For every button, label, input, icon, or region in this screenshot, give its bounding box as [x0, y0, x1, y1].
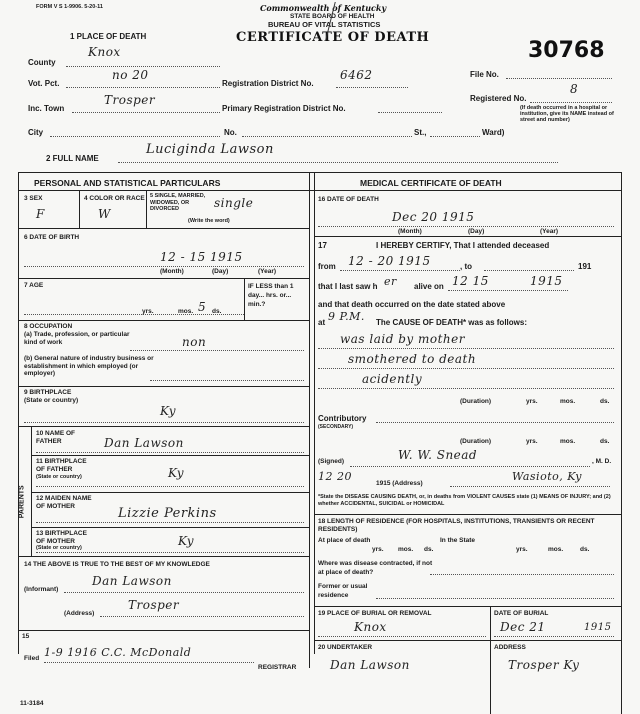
- death-day-label: (Day): [468, 228, 485, 235]
- alive-year-value: 1915: [530, 274, 563, 288]
- less-than-label: IF LESS than 1 day... hrs. or... min.?: [248, 283, 294, 308]
- occurred-label: and that death occurred on the date stated above: [318, 300, 506, 309]
- residence-yrs-2: yrs.: [516, 546, 528, 553]
- form-id: FORM V S 1-9906. 5-20-11: [36, 4, 103, 10]
- mother-birth-value: Ky: [178, 534, 194, 548]
- st-label: St.,: [414, 128, 427, 137]
- death-year-label: (Year): [540, 228, 559, 235]
- hospital-note: (If death occurred in a hospital or institution, give its NAME instead of street and number): [520, 105, 614, 123]
- residence-mos-1: mos.: [398, 546, 414, 553]
- age-yrs-label: yrs.: [142, 308, 154, 315]
- alive-on-label: alive on: [414, 282, 444, 291]
- signed-address-value: Wasioto, Ky: [512, 470, 582, 483]
- birthplace-value: Ky: [160, 404, 176, 418]
- color-value: W: [98, 207, 111, 221]
- vot-pct-label: Vot. Pct.: [28, 79, 60, 88]
- father-value: Dan Lawson: [104, 436, 184, 450]
- county-value: Knox: [88, 45, 121, 59]
- at-value: 9 P.M.: [328, 310, 365, 323]
- informant-value: Dan Lawson: [92, 574, 172, 588]
- father-birth-note: (State or country): [36, 474, 82, 480]
- duration-ds-label-1: ds.: [600, 398, 610, 405]
- last-saw-value: er: [384, 275, 397, 288]
- cause-line-2: smothered to death: [348, 352, 477, 366]
- informant-address-value: Trosper: [128, 598, 180, 612]
- filed-value: 1-9 1916 C.C. McDonald: [44, 646, 192, 659]
- birth-year-label: (Year): [258, 268, 277, 275]
- color-label: 4 COLOR OR RACE: [84, 195, 145, 202]
- full-name-value: Luciginda Lawson: [146, 142, 274, 157]
- registered-no-label: Registered No.: [470, 94, 527, 103]
- certificate-number: 30768: [528, 38, 605, 63]
- residence-mos-2: mos.: [548, 546, 564, 553]
- commonwealth: Commonwealth of Kentucky: [260, 3, 387, 13]
- bureau: BUREAU OF VITAL STATISTICS: [268, 20, 381, 29]
- age-label: 7 AGE: [24, 282, 44, 289]
- in-state-label: In the State: [440, 537, 476, 544]
- marital-value: single: [214, 196, 254, 210]
- ward-label: Ward): [482, 128, 505, 137]
- registered-no-value: 8: [570, 82, 579, 96]
- undertaker-value: Dan Lawson: [330, 658, 410, 672]
- from-label: from: [318, 262, 336, 271]
- registrar-label: REGISTRAR: [258, 664, 297, 671]
- contributory-label: Contributory: [318, 414, 367, 423]
- informant-address-label: (Address): [64, 610, 95, 617]
- registration-district-value: 6462: [340, 68, 373, 82]
- full-name-label: 2 FULL NAME: [46, 154, 99, 163]
- age-days-value: 5: [198, 300, 207, 314]
- duration-yrs-label-2: yrs.: [526, 438, 538, 445]
- residence-label: 18 LENGTH OF RESIDENCE (FOR HOSPITALS, INSTITUTIONS, TRANSIENTS OR RECENT RESIDENTS): [318, 518, 595, 533]
- place-of-death-label: 1 PLACE OF DEATH: [70, 32, 147, 41]
- medical-section-title: MEDICAL CERTIFICATE OF DEATH: [360, 178, 502, 188]
- signed-year-label: 1915 (Address): [376, 480, 423, 487]
- item-17-label: 17: [318, 241, 327, 250]
- date-of-death-value: Dec 20 1915: [392, 210, 475, 224]
- certificate-title: CERTIFICATE OF DEATH: [236, 30, 430, 45]
- certify-label: I HEREBY CERTIFY, That I attended deceased: [376, 241, 550, 250]
- birthplace-note: (State or country): [24, 397, 79, 404]
- signed-value: W. W. Snead: [398, 448, 478, 462]
- occupation-a: (a) Trade, profession, or particular kind of work: [24, 331, 130, 346]
- undertaker-address-value: Trosper Ky: [508, 658, 580, 672]
- father-birth-value: Ky: [168, 466, 184, 480]
- undertaker-label: 20 UNDERTAKER: [318, 644, 373, 651]
- contracted-label: Where was disease contracted, if not at place of death?: [318, 560, 433, 576]
- mother-birth-note: (State or country): [36, 545, 82, 551]
- alive-on-value: 12 15: [452, 274, 489, 288]
- city-label: City: [28, 128, 44, 137]
- board: STATE BOARD OF HEALTH: [290, 13, 375, 20]
- burial-label: 19 PLACE OF BURIAL OR REMOVAL: [318, 610, 432, 617]
- age-ds-label: ds.: [212, 308, 222, 315]
- duration-label-1: (Duration): [460, 398, 492, 405]
- footer-code: 11-3184: [20, 700, 44, 707]
- filed-label: Filed: [24, 655, 40, 662]
- age-mos-label: mos.: [178, 308, 194, 315]
- last-saw-label: that I last saw h: [318, 282, 378, 291]
- occupation-b: (b) General nature of industry business or establishment in which employed (or employer): [24, 355, 154, 377]
- item-15-label: 15: [22, 633, 30, 640]
- marital-label: 5 SINGLE, MARRIED, WIDOWED, OR DIVORCED: [150, 193, 206, 212]
- signed-date-value: 12 20: [318, 470, 352, 483]
- file-no-label: File No.: [470, 70, 499, 79]
- inc-town-value: Trosper: [104, 93, 156, 107]
- burial-value: Knox: [354, 620, 387, 634]
- mother-label: 12 MAIDEN NAME OF MOTHER: [36, 495, 92, 510]
- informant-label: (Informant): [24, 586, 59, 593]
- md-label: , M. D.: [592, 458, 612, 465]
- birth-month-label: (Month): [160, 268, 184, 275]
- duration-ds-label-2: ds.: [600, 438, 610, 445]
- former-residence-label: Former or usual residence: [318, 583, 368, 599]
- burial-date-value: Dec 21: [500, 620, 546, 634]
- sex-label: 3 SEX: [24, 195, 43, 202]
- true-statement: 14 THE ABOVE IS TRUE TO THE BEST OF MY KNOWLEDGE: [24, 561, 210, 568]
- state-disease-note: *State the DISEASE CAUSING DEATH, or, in deaths from VIOLENT CAUSES state (1) MEANS OF INJURY; and (2) whether ACCIDENTAL, SUICIDAL or HOMICIDAL: [318, 494, 611, 507]
- duration-mos-label-1: mos.: [560, 398, 576, 405]
- father-label: 10 NAME OF FATHER: [36, 430, 76, 445]
- undertaker-address-label: ADDRESS: [494, 644, 526, 651]
- date-of-death-label: 16 DATE OF DEATH: [318, 196, 379, 203]
- sex-value: F: [36, 207, 45, 221]
- signed-label: (Signed): [318, 458, 344, 465]
- residence-ds-2: ds.: [580, 546, 590, 553]
- birth-label: 6 DATE OF BIRTH: [24, 234, 80, 241]
- duration-mos-label-2: mos.: [560, 438, 576, 445]
- father-birth-label: 11 BIRTHPLACE OF FATHER: [36, 458, 87, 473]
- to-year-label: 191: [578, 262, 592, 271]
- at-place-label: At place of death: [318, 537, 371, 544]
- cause-line-1: was laid by mother: [340, 332, 465, 346]
- occupation-value: non: [182, 335, 207, 349]
- cause-line-3: acidently: [362, 372, 423, 386]
- inc-town-label: Inc. Town: [28, 104, 65, 113]
- birth-day-label: (Day): [212, 268, 229, 275]
- residence-yrs-1: yrs.: [372, 546, 384, 553]
- occupation-label: 8 OCCUPATION: [24, 323, 73, 330]
- parents-label: PARENTS: [18, 485, 26, 519]
- burial-year-value: 1915: [584, 622, 612, 633]
- to-label: , to: [460, 262, 472, 271]
- no-label: No.: [224, 128, 237, 137]
- burial-date-label: DATE OF BURIAL: [494, 610, 549, 617]
- at-label: at: [318, 318, 326, 327]
- secondary-label: (SECONDARY): [318, 424, 354, 430]
- county-label: County: [28, 58, 56, 67]
- mother-birth-label: 13 BIRTHPLACE OF MOTHER: [36, 530, 87, 545]
- death-month-label: (Month): [398, 228, 422, 235]
- birthplace-label: 9 BIRTHPLACE: [24, 389, 72, 396]
- marital-note: (Write the word): [188, 218, 230, 224]
- duration-yrs-label-1: yrs.: [526, 398, 538, 405]
- birth-value: 12 - 15 1915: [160, 250, 243, 264]
- residence-ds-1: ds.: [424, 546, 434, 553]
- cause-label: The CAUSE OF DEATH* was as follows:: [376, 318, 527, 327]
- registration-district-label: Registration District No.: [222, 79, 314, 88]
- from-value: 12 - 20 1915: [348, 254, 431, 268]
- mother-value: Lizzie Perkins: [118, 506, 217, 521]
- personal-section-title: PERSONAL AND STATISTICAL PARTICULARS: [34, 178, 221, 188]
- primary-registration-label: Primary Registration District No.: [222, 104, 346, 113]
- vot-pct-value: no 20: [112, 68, 149, 82]
- duration-label-2: (Duration): [460, 438, 492, 445]
